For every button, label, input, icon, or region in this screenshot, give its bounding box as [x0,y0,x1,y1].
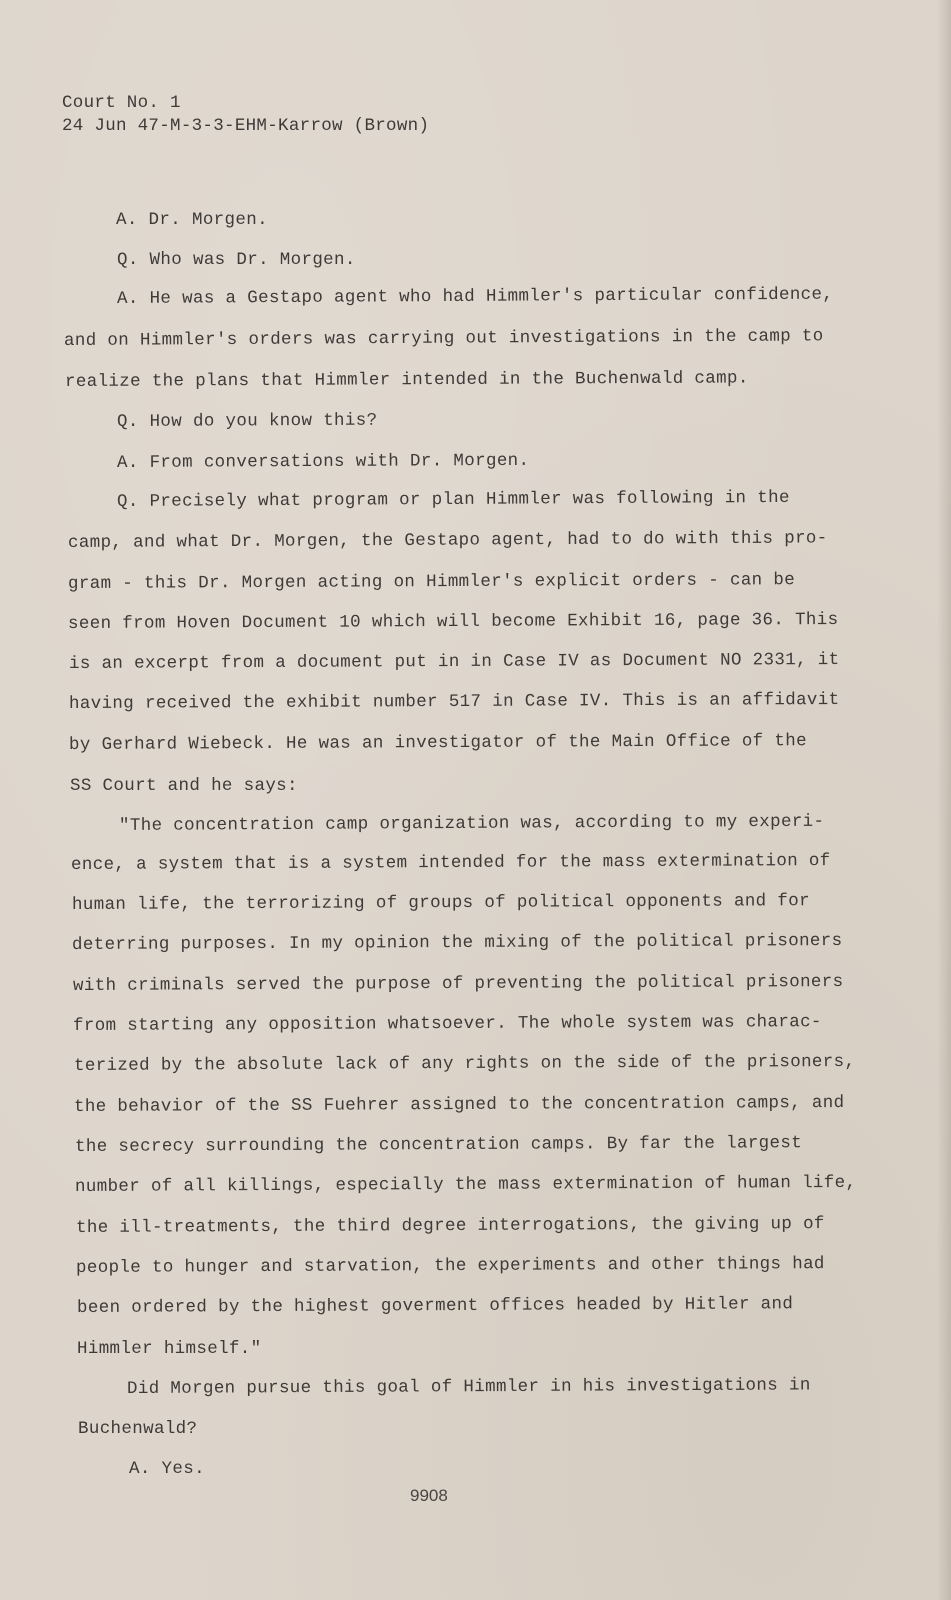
quote-line: from starting any opposition whatsoever. The whole system was charac- [72,1012,822,1036]
quote-line: the secrecy surrounding the concentration camps. By far the largest [74,1133,803,1157]
text-line: SS Court and he says: [70,776,298,796]
text-line: camp, and what Dr. Morgen, the Gestapo agent, had to do with this pro- [67,528,828,553]
quote-line: deterring purposes. In my opinion the mixing of the political prisoners [71,930,843,955]
answer-line: A. Yes. [129,1459,205,1479]
quote-line: the behavior of the SS Fuehrer assigned to the concentration camps, and [73,1092,845,1117]
text-line: realize the plans that Himmler intended in the Buchenwald camp. [64,368,749,392]
question-line: Q. Precisely what program or plan Himmler was following in the [116,487,790,512]
quote-line: ence, a system that is a system intended for the mass extermination of [70,851,831,875]
text-line: Buchenwald? [78,1419,198,1439]
text-line: is an excerpt from a document put in in Case IV as Document NO 2331, it [68,649,840,674]
quote-line: the ill-treatments, the third degree interrogations, the giving up of [75,1214,825,1238]
quote-line: been ordered by the highest goverment offices headed by Hitler and [76,1294,794,1318]
text-line: seen from Hoven Document 10 which will become Exhibit 16, page 36. This [67,609,839,634]
page-number: 9908 [410,1486,448,1505]
quote-line: people to hunger and starvation, the experiments and other things had [75,1254,825,1278]
text-line: and on Himmler's orders was carrying out investigations in the camp to [63,326,824,351]
question-line: Q. How do you know this? [116,410,378,432]
answer-line: A. From conversations with Dr. Morgen. [116,450,530,473]
text-line: by Gerhard Wiebeck. He was an investigator of the Main Office of the [68,731,807,755]
text-line: gram - this Dr. Morgen acting on Himmler's explicit orders - can be [67,570,796,594]
document-header [62,92,429,138]
quote-line: with criminals served the purpose of preventing the political prisoners [72,971,844,996]
page-edge-shadow [937,0,951,1600]
court-number: Court No. 1 [62,93,181,113]
answer-line: A. He was a Gestapo agent who had Himmler's particular confidence, [116,284,834,309]
quote-line: number of all killings, especially the mass extermination of human life, [74,1172,857,1197]
quote-line: terized by the absolute lack of any rights on the side of the prisoners, [73,1051,856,1076]
quote-line: human life, the terrorizing of groups of political opponents and for [71,891,810,915]
answer-line: A. Dr. Morgen. [116,210,268,230]
text-line: having received the exhibit number 517 in Case IV. This is an affidavit [68,689,840,714]
quote-line: "The concentration camp organization was, according to my experi- [118,811,825,836]
transcript-reference: 24 Jun 47-M-3-3-EHM-Karrow (Brown) [62,116,430,136]
question-line: Did Morgen pursue this goal of Himmler in his investigations in [126,1375,811,1399]
question-line: Q. Who was Dr. Morgen. [117,250,356,270]
quote-line: Himmler himself." [77,1339,262,1359]
